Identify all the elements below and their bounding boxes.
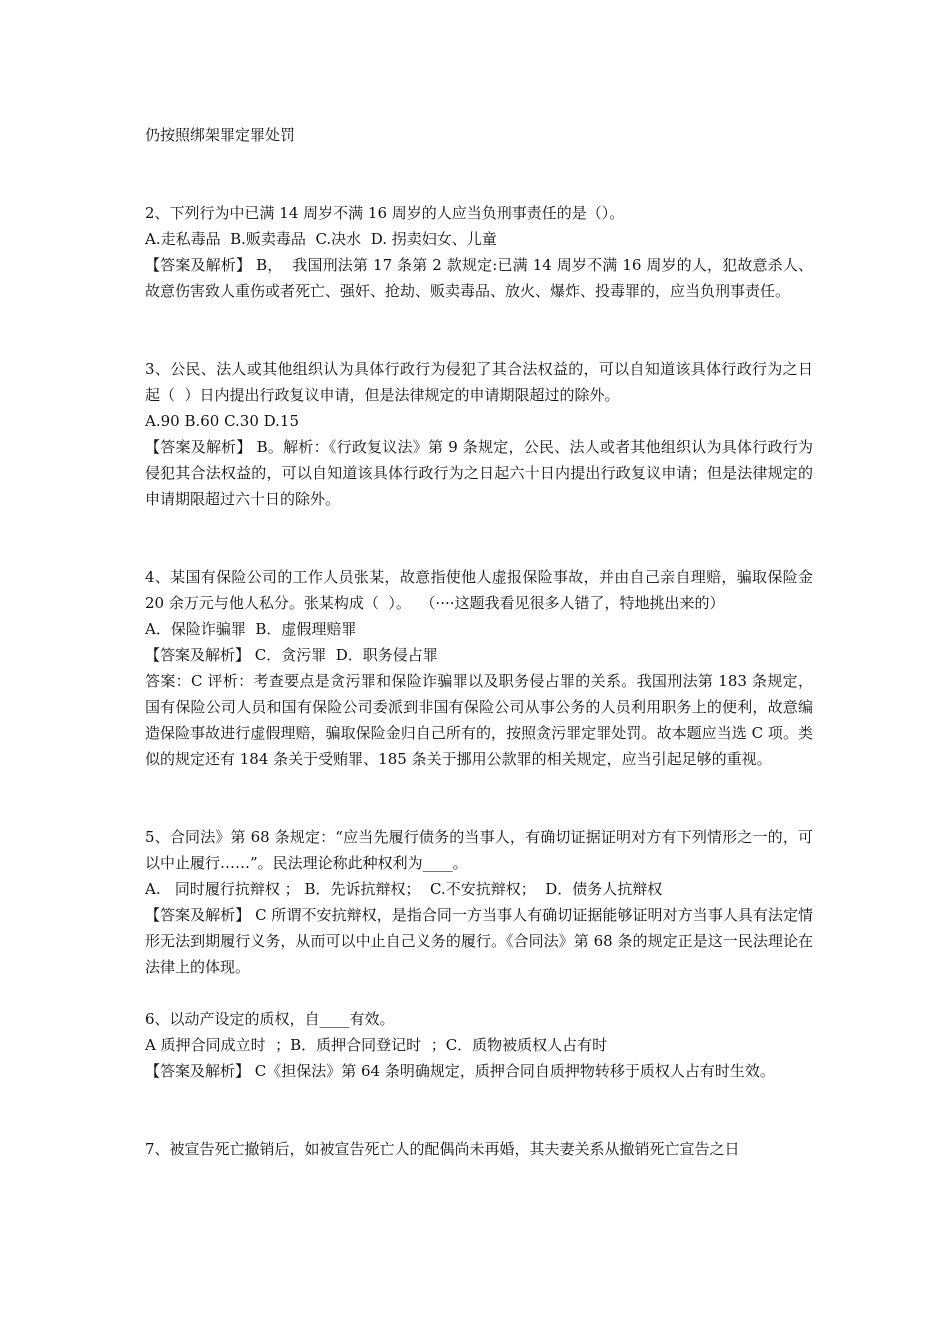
options-line: A.走私毒品 B.贩卖毒品 C.决水 D. 拐卖妇女、儿童: [145, 230, 497, 248]
question-text: 5、合同法》第 68 条规定：“应当先履行债务的当事人，有确切证据证明对方有下列情形之一的，可以中止履行……”。民法理论称此种权利为____。: [145, 828, 813, 872]
answer-explanation: 【答案及解析】 C 所谓不安抗辩权，是指合同一方当事人有确切证据能够证明对方当事人具有法定情形无法到期履行义务，从而可以中止自己义务的履行。《合同法》第 68 条的规定正是这一民法理论在法律上的体现。: [145, 906, 813, 976]
question-text: 6、以动产设定的质权，自____有效。: [145, 1010, 395, 1028]
spacer: [145, 304, 813, 356]
question-4: [145, 564, 818, 772]
question-text: 3、公民、法人或其他组织认为具体行政行为侵犯了其合法权益的，可以自知道该具体行政行为之日起（ ）日内提出行政复议申请，但是法律规定的申请期限超过的除外。: [145, 360, 813, 404]
spacer: [145, 512, 813, 564]
spacer: [145, 1084, 813, 1136]
options-line: A 质押合同成立时 ；B．质押合同登记时 ；C．质物被质权人占有时: [145, 1036, 608, 1054]
question-text: 4、某国有保险公司的工作人员张某，故意指使他人虚报保险事故，并由自己亲自理赔，骗取保险金 20 余万元与他人私分。张某构成（ ）。 （····这题我看见很多人错了，特地挑出来的）: [145, 568, 818, 612]
answer-explanation: 【答案及解析】 B。解析：《行政复议法》第 9 条规定，公民、法人或者其他组织认为具体行政行为侵犯其合法权益的，可以自知道该具体行政行为之日起六十日内提出行政复议申请；但是法律规定的申请期限超过六十日的除外。: [145, 438, 813, 508]
answer-explanation: 答案：C 评析：考查要点是贪污罪和保险诈骗罪以及职务侵占罪的关系。我国刑法第 183 条规定，国有保险公司人员和国有保险公司委派到非国有保险公司从事公务的人员利用职务上的便利，故意编造保险事故进行虚假理赔，骗取保险金归自己所有的，按照贪污罪定罪处罚。故本题应当选 C 项。类似的规定还有 184 条关于受贿罪、185 条关于挪用公款罪的相关规定，应当引起足够的重视。: [145, 672, 813, 768]
options-line: A. 同时履行抗辩权 ； B．先诉抗辩权； C.不安抗辩权； D．债务人抗辩权: [145, 880, 663, 898]
options-line: A．保险诈骗罪 B．虚假理赔罪: [145, 620, 357, 638]
spacer: [145, 772, 813, 824]
question-3: [145, 356, 813, 512]
answer-explanation: 【答案及解析】 B， 我国刑法第 17 条第 2 款规定:已满 14 周岁不满 16 周岁的人，犯故意杀人、故意伤害致人重伤或者死亡、强奸、抢劫、贩卖毒品、放火、爆炸、投毒罪的，应当负刑事责任。: [145, 256, 813, 300]
spacer: [145, 148, 813, 200]
answer-line: 【答案及解析】 C．贪污罪 D．职务侵占罪: [145, 646, 438, 664]
document-page: [145, 122, 818, 1162]
question-5: [145, 824, 813, 980]
question-6: [145, 1006, 813, 1084]
spacer: [145, 980, 813, 1006]
options-line: A.90 B.60 C.30 D.15: [145, 412, 300, 430]
question-2: [145, 200, 813, 304]
question-7: [145, 1136, 813, 1162]
intro-line: 仍按照绑架罪定罪处罚: [145, 126, 296, 144]
question-text: 2、下列行为中已满 14 周岁不满 16 周岁的人应当负刑事责任的是（）。: [145, 204, 625, 222]
question-text: 7、被宣告死亡撤销后，如被宣告死亡人的配偶尚未再婚，其夫妻关系从撤销死亡宣告之日: [145, 1140, 740, 1158]
answer-explanation: 【答案及解析】 C《担保法》第 64 条明确规定，质押合同自质押物转移于质权人占有时生效。: [145, 1062, 775, 1080]
